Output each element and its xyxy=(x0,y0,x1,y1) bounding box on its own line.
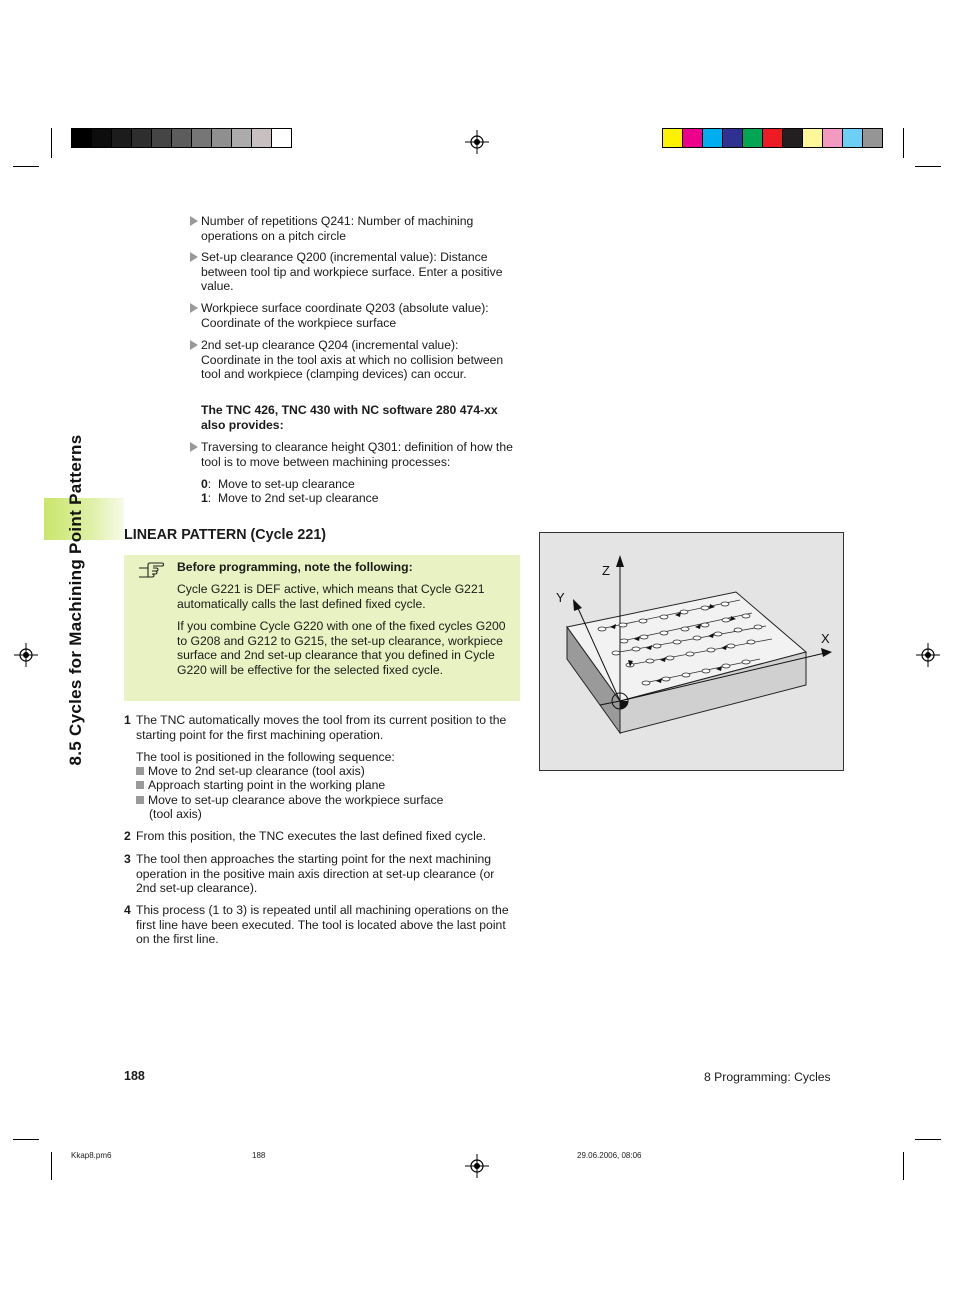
registration-mark-icon xyxy=(465,130,489,154)
bullet-q204: 2nd set-up clearance Q204 (incremental value): Coordinate in the tool axis at which no collision between tool and workpiece (clamping devices) can occur. xyxy=(190,338,520,382)
registration-mark-icon xyxy=(916,643,940,667)
arrow-bullet-icon xyxy=(190,216,198,226)
bullet-q241: Number of repetitions Q241: Number of machining operations on a pitch circle xyxy=(190,214,520,243)
square-bullet-icon xyxy=(136,767,144,775)
color-swatch xyxy=(783,129,803,147)
crop-mark xyxy=(13,1139,39,1140)
registration-mark-icon xyxy=(465,1154,489,1178)
gray-calibration-bar xyxy=(71,128,292,148)
page-number: 188 xyxy=(124,1069,145,1083)
crop-mark xyxy=(51,1152,52,1180)
gray-swatch xyxy=(172,129,192,147)
step-text: The tool then approaches the starting point for the next machining operation in the positive main axis direction at set-up clearance (or 2nd set-up clearance). xyxy=(136,852,495,896)
registration-mark-icon xyxy=(14,643,38,667)
color-swatch xyxy=(663,129,683,147)
square-bullet-icon xyxy=(136,796,144,804)
color-swatch xyxy=(763,129,783,147)
sequence-item: Move to 2nd set-up clearance (tool axis) xyxy=(136,764,365,779)
gray-swatch xyxy=(92,129,112,147)
crop-mark xyxy=(903,1152,904,1180)
arrow-bullet-icon xyxy=(190,442,198,452)
step-text: From this position, the TNC executes the last defined fixed cycle. xyxy=(136,829,486,843)
axis-z-label: Z xyxy=(602,563,610,578)
step-number: 4 xyxy=(124,903,131,917)
gray-swatch xyxy=(232,129,252,147)
axis-y-label: Y xyxy=(556,590,565,605)
step-number: 2 xyxy=(124,829,131,843)
color-swatch xyxy=(823,129,843,147)
gray-swatch xyxy=(212,129,232,147)
step-number: 1 xyxy=(124,713,131,727)
gray-swatch xyxy=(192,129,212,147)
step-text: This process (1 to 3) is repeated until all machining operations on the first line have been executed. The tool is located above the last point on the first line. xyxy=(136,903,509,947)
note-paragraph-1: Cycle G221 is DEF active, which means that Cycle G221 automatically calls the last defined fixed cycle. xyxy=(177,582,485,611)
workpiece-diagram xyxy=(540,533,843,770)
crop-mark xyxy=(51,128,52,158)
color-swatch xyxy=(683,129,703,147)
note-title: Before programming, note the following: xyxy=(177,560,413,574)
slug-date: 29.06.2006, 08:06 xyxy=(577,1151,642,1160)
slug-file: Kkap8.pm6 xyxy=(71,1151,112,1160)
software-note: The TNC 426, TNC 430 with NC software 280 474-xx also provides: xyxy=(201,403,498,432)
gray-swatch xyxy=(152,129,172,147)
bullet-q200: Set-up clearance Q200 (incremental value): Distance between tool tip and workpiece surface. Enter a positive value. xyxy=(190,250,520,294)
color-swatch xyxy=(723,129,743,147)
sequence-intro: The tool is positioned in the following sequence: xyxy=(136,750,395,764)
color-swatch xyxy=(843,129,863,147)
step-number: 3 xyxy=(124,852,131,866)
crop-mark xyxy=(903,128,904,158)
color-swatch xyxy=(743,129,763,147)
sequence-item-continued: (tool axis) xyxy=(149,807,202,821)
color-swatch xyxy=(703,129,723,147)
bullet-q203: Workpiece surface coordinate Q203 (absolute value): Coordinate of the workpiece surface xyxy=(190,301,520,330)
gray-swatch xyxy=(72,129,92,147)
color-swatch xyxy=(803,129,823,147)
gray-swatch xyxy=(132,129,152,147)
square-bullet-icon xyxy=(136,781,144,789)
axis-x-label: X xyxy=(821,631,830,646)
gray-swatch xyxy=(112,129,132,147)
chapter-footer: 8 Programming: Cycles xyxy=(704,1070,831,1084)
step-text: The TNC automatically moves the tool from its current position to the starting point for the first machining operation. xyxy=(136,713,507,742)
arrow-bullet-icon xyxy=(190,303,198,313)
crop-mark xyxy=(13,166,39,167)
crop-mark xyxy=(915,1139,941,1140)
section-heading: LINEAR PATTERN (Cycle 221) xyxy=(124,527,327,543)
bullet-q301: Traversing to clearance height Q301: definition of how the tool is to move between machining processes: xyxy=(190,440,520,469)
arrow-bullet-icon xyxy=(190,340,198,350)
option-0: 0: Move to set-up clearance xyxy=(201,477,355,491)
linear-pattern-figure xyxy=(539,532,844,771)
crop-mark xyxy=(915,166,941,167)
pointing-hand-icon xyxy=(138,560,164,580)
color-calibration-bar xyxy=(662,128,883,148)
sequence-item: Move to set-up clearance above the workpiece surface xyxy=(136,793,443,808)
gray-swatch xyxy=(252,129,272,147)
option-1: 1: Move to 2nd set-up clearance xyxy=(201,491,379,505)
note-paragraph-2: If you combine Cycle G220 with one of the fixed cycles G200 to G208 and G212 to G215, the set-up clearance, workpiece surface and 2nd set-up clearance that you defined in Cycle G220 will be effective for the selected fixed cycle. xyxy=(177,619,506,677)
color-swatch xyxy=(863,129,882,147)
gray-swatch xyxy=(272,129,291,147)
arrow-bullet-icon xyxy=(190,252,198,262)
slug-page: 188 xyxy=(252,1151,266,1160)
sequence-item: Approach starting point in the working plane xyxy=(136,778,385,793)
